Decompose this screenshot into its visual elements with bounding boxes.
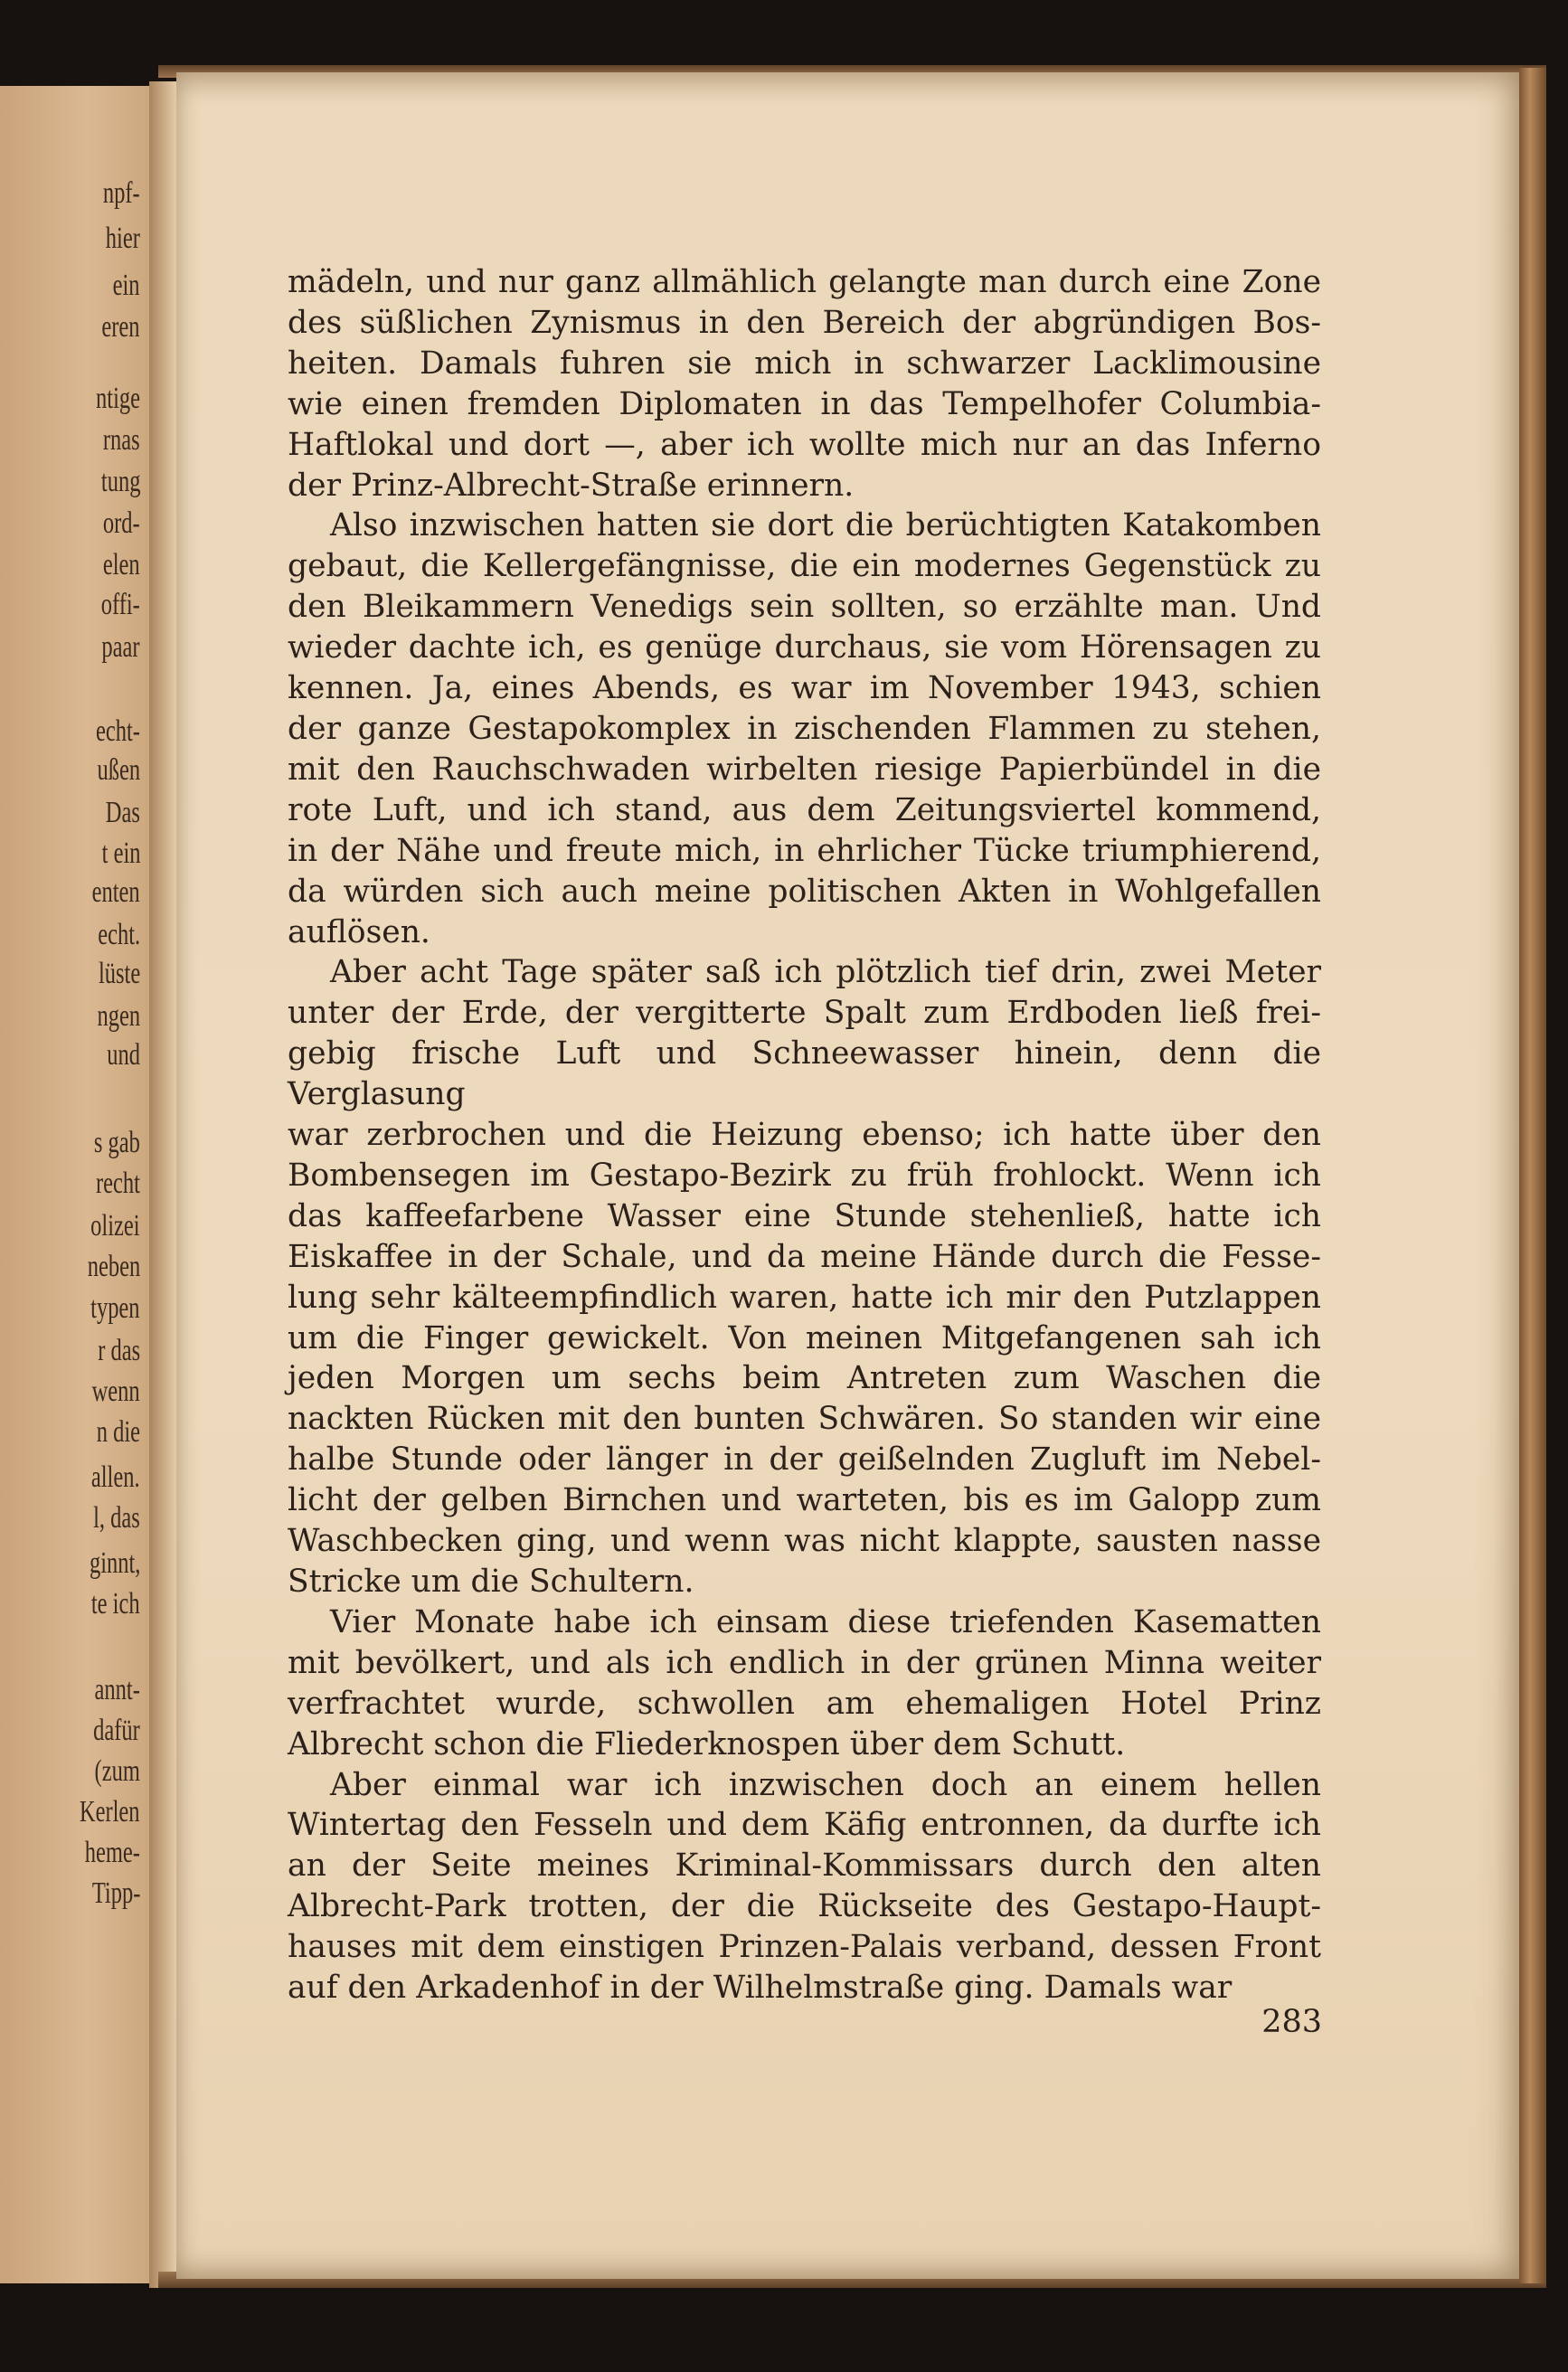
left-page — [0, 86, 158, 2283]
left-page-fragment: enten — [91, 875, 140, 909]
text-line: der ganze Gestapokomplex in zischenden Flammen zu stehen, — [288, 710, 1321, 747]
text-line: unter der Erde, der vergitterte Spalt zum Erdboden ließ frei- — [288, 995, 1321, 1032]
left-page-fragment: eren — [101, 310, 140, 344]
text-line: heiten. Damals fuhren sie mich in schwarzer Lacklimousine — [288, 345, 1321, 382]
left-page-fragment: ord- — [103, 506, 140, 540]
left-page-fragment: ntige — [96, 382, 140, 415]
left-page-fragment: lüste — [98, 957, 140, 990]
text-line: gebaut, die Kellergefängnisse, die ein modernes Gegenstück zu — [288, 548, 1321, 585]
text-line: Albrecht schon die Fliederknospen über dem Schutt. — [288, 1725, 1126, 1762]
left-page-fragment: n die — [96, 1415, 140, 1449]
left-page-fragment: recht — [96, 1167, 140, 1200]
text-line: war zerbrochen und die Heizung ebenso; ich hatte über den — [288, 1117, 1321, 1154]
left-page-fragment: l, das — [93, 1501, 140, 1535]
left-page-fragment: ngen — [97, 999, 140, 1033]
left-page-fragment: s gab — [94, 1126, 140, 1159]
left-page-fragment: t ein — [101, 836, 140, 870]
left-page-fragment: echt. — [98, 918, 140, 951]
text-line: auf den Arkadenhof in der Wilhelmstraße ging. Damals war — [288, 1970, 1233, 2007]
text-line: den Bleikammern Venedigs sein sollten, so erzählte man. Und — [288, 589, 1321, 626]
left-page-fragment: offi- — [100, 588, 140, 621]
paragraph — [288, 952, 1321, 1602]
page-number: 283 — [1261, 2004, 1322, 2040]
text-line: Aber acht Tage später saß ich plötzlich tief drin, zwei Meter — [330, 954, 1321, 991]
text-line: hauses mit dem einstigen Prinzen-Palais verband, dessen Front — [288, 1929, 1321, 1966]
text-line: in der Nähe und freute mich, in ehrlicher Tücke triumphierend, — [288, 832, 1321, 869]
left-page-fragment: und — [107, 1038, 140, 1072]
left-page-fragment: r das — [98, 1334, 140, 1367]
paragraph — [288, 1765, 1321, 2008]
left-page-fragment: rnas — [103, 423, 140, 457]
left-page-fragment: dafür — [93, 1714, 140, 1747]
page-body-text — [288, 262, 1321, 2008]
text-line: gebig frische Luft und Schneewasser hinein, denn die Verglasung — [288, 1035, 1321, 1113]
text-line: lung sehr kälteempfindlich waren, hatte ich mir den Putzlappen — [288, 1279, 1321, 1316]
text-line: verfrachtet wurde, schwollen am ehemaligen Hotel Prinz — [288, 1685, 1321, 1722]
left-page-fragment: typen — [90, 1291, 140, 1325]
left-page-fragment: hier — [105, 222, 140, 255]
left-page-fragment: Das — [105, 796, 140, 829]
text-line: der Prinz-Albrecht-Straße erinnern. — [288, 467, 855, 504]
text-line: rote Luft, und ich stand, aus dem Zeitungsviertel kommend, — [288, 791, 1321, 828]
text-line: Waschbecken ging, und wenn was nicht klappte, sausten nasse — [288, 1523, 1321, 1560]
text-line: Albrecht-Park trotten, der die Rückseite des Gestapo-Haupt- — [288, 1888, 1321, 1925]
text-line: Aber einmal war ich inzwischen doch an einem hellen — [330, 1766, 1321, 1803]
left-page-fragment: allen. — [91, 1460, 140, 1494]
book-cover-edge-right — [1519, 68, 1546, 2283]
left-page-fragment: Kerlen — [80, 1795, 140, 1829]
text-line: Haftlokal und dort —, aber ich wollte mich nur an das Inferno — [288, 426, 1321, 463]
left-page-fragment: ein — [113, 269, 140, 302]
left-page-fragment: (zum — [94, 1754, 140, 1788]
text-line: jeden Morgen um sechs beim Antreten zum Waschen die — [288, 1360, 1321, 1397]
left-page-fragment: paar — [101, 630, 140, 664]
text-line: wie einen fremden Diplomaten in das Tempelhofer Columbia- — [288, 385, 1321, 422]
text-line: Wintertag den Fesseln und dem Käfig entronnen, da durfte ich — [288, 1807, 1321, 1844]
text-line: kennen. Ja, eines Abends, es war im November 1943, schien — [288, 670, 1321, 707]
left-page-fragment: npf- — [103, 176, 140, 210]
text-line: an der Seite meines Kriminal-Kommissars durch den alten — [288, 1848, 1321, 1885]
left-page-fragment: echt- — [96, 714, 140, 748]
paragraph — [288, 506, 1321, 952]
left-page-fragment: heme- — [84, 1836, 140, 1869]
paragraph — [288, 1602, 1321, 1765]
text-line: Stricke um die Schultern. — [288, 1564, 694, 1600]
left-page-fragment: ginnt, — [89, 1546, 140, 1580]
left-page-fragment: tung — [100, 465, 140, 498]
text-line: licht der gelben Birnchen und warteten, bis es im Galopp zum — [288, 1482, 1321, 1519]
text-line: wieder dachte ich, es genüge durchaus, sie vom Hörensagen zu — [288, 629, 1321, 666]
left-page-fragment: wenn — [91, 1375, 140, 1408]
text-line: nackten Rücken mit den bunten Schwären. So standen wir eine — [288, 1401, 1321, 1438]
left-page-fragment: Tipp- — [91, 1876, 140, 1910]
text-line: da würden sich auch meine politischen Akten in Wohlgefallen — [288, 873, 1321, 910]
text-line: Eiskaffee in der Schale, und da meine Hände durch die Fesse- — [288, 1238, 1321, 1275]
left-page-fragment: te ich — [91, 1587, 140, 1621]
text-line: des süßlichen Zynismus in den Bereich der abgründigen Bos- — [288, 304, 1321, 341]
text-line: halbe Stunde oder länger in der geißelnden Zugluft im Nebel- — [288, 1441, 1321, 1479]
left-page-fragment: annt- — [94, 1673, 140, 1706]
left-page-fragment: ußen — [97, 753, 140, 787]
text-line: Bombensegen im Gestapo-Bezirk zu früh frohlockt. Wenn ich — [288, 1157, 1321, 1194]
left-page-fragment: olizei — [90, 1209, 140, 1243]
text-line: Vier Monate habe ich einsam diese triefenden Kasematten — [330, 1603, 1321, 1640]
left-page-fragment: elen — [103, 548, 140, 581]
text-line: Also inzwischen hatten sie dort die berüchtigten Katakomben — [330, 507, 1321, 544]
text-line: mit bevölkert, und als ich endlich in der grünen Minna weiter — [288, 1644, 1321, 1681]
text-line: um die Finger gewickelt. Von meinen Mitgefangenen sah ich — [288, 1319, 1321, 1356]
paragraph — [288, 262, 1321, 506]
text-line: mit den Rauchschwaden wirbelten riesige Papierbündel in die — [288, 751, 1321, 788]
text-line: mädeln, und nur ganz allmählich gelangte man durch eine Zone — [288, 264, 1321, 300]
text-line: auflösen. — [288, 913, 430, 950]
text-line: das kaffeefarbene Wasser eine Stunde stehenließ, hatte ich — [288, 1197, 1321, 1234]
left-page-fragment: neben — [87, 1250, 140, 1283]
